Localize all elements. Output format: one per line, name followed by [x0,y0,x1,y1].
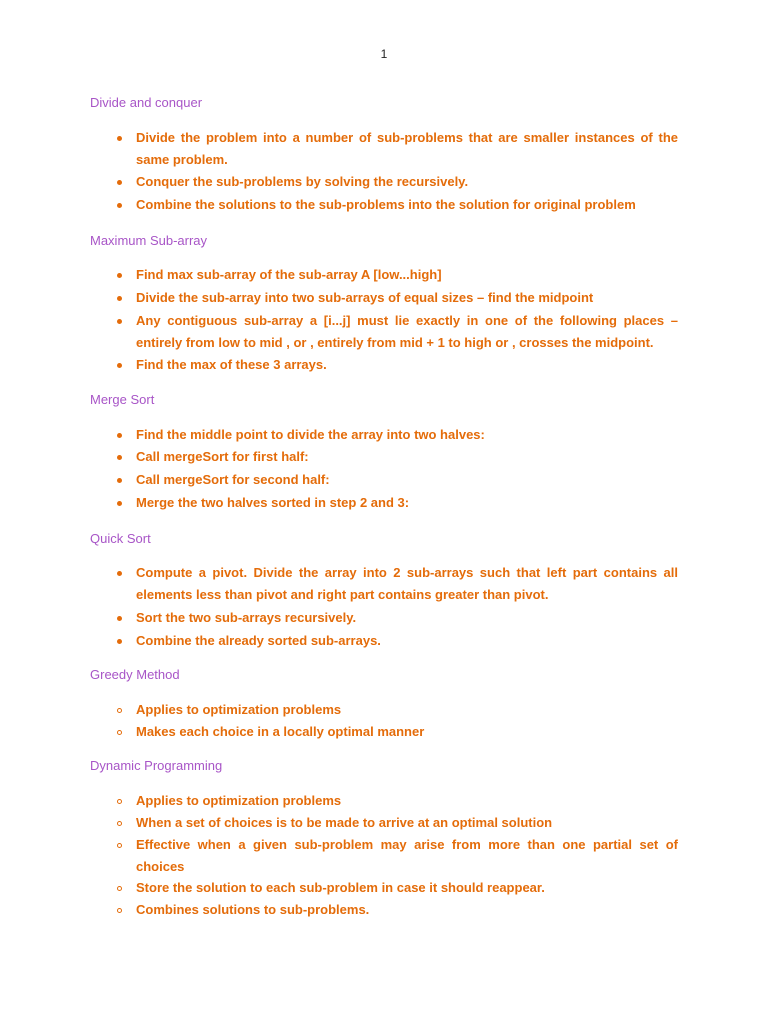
page-number: 1 [380,47,388,61]
bullet-icon [113,633,125,648]
bullet-icon [113,267,125,282]
list-item: Divide the sub-array into two sub-arrays of equal sizes – find the midpoint [136,290,594,305]
circle-bullet-icon [113,837,125,852]
list-item: Applies to optimization problems [136,702,342,717]
bullet-icon [113,290,125,305]
list-item: Compute a pivot. Divide the array into 2 sub-arrays such that left part contains all elements less than pivot and right part contains greater than pivot. [136,565,678,602]
bullet-icon [113,174,125,189]
bullet-icon [113,197,125,212]
circle-bullet-icon [113,724,125,739]
list-item: Call mergeSort for first half: [136,449,309,464]
bullet-icon [113,130,125,145]
bullet-icon [113,357,125,372]
list-item: Find max sub-array of the sub-array A [low...high] [136,267,442,282]
heading-greedy-method: Greedy Method [90,667,180,682]
list-item: Merge the two halves sorted in step 2 and 3: [136,495,410,510]
circle-bullet-icon [113,902,125,917]
heading-merge-sort: Merge Sort [90,392,155,407]
list-item: Effective when a given sub-problem may arise from more than one partial set of choices [136,837,678,874]
list-item: Any contiguous sub-array a [i...j] must lie exactly in one of the following places – entirely from low to mid , or , entirely from mid + 1 to high or , crosses the midpoint. [136,313,678,350]
list-item: When a set of choices is to be made to arrive at an optimal solution [136,815,553,830]
list-item: Makes each choice in a locally optimal manner [136,724,425,739]
bullet-icon [113,565,125,580]
bullet-icon [113,427,125,442]
bullet-icon [113,313,125,328]
circle-bullet-icon [113,702,125,717]
list-item: Divide the problem into a number of sub-problems that are smaller instances of the same problem. [136,130,678,167]
circle-bullet-icon [113,815,125,830]
list-item: Find the middle point to divide the array into two halves: [136,427,485,442]
bullet-icon [113,449,125,464]
list-item: Find the max of these 3 arrays. [136,357,327,372]
list-item: Call mergeSort for second half: [136,472,330,487]
list-item: Store the solution to each sub-problem in case it should reappear. [136,880,545,895]
bullet-icon [113,472,125,487]
list-item: Combine the already sorted sub-arrays. [136,633,381,648]
list-item: Combines solutions to sub-problems. [136,902,370,917]
circle-bullet-icon [113,880,125,895]
bullet-icon [113,610,125,625]
heading-dynamic-programming: Dynamic Programming [90,758,223,773]
list-item: Combine the solutions to the sub-problems into the solution for original problem [136,197,636,212]
bullet-icon [113,495,125,510]
heading-maximum-sub-array: Maximum Sub-array [90,233,208,248]
heading-quick-sort: Quick Sort [90,531,151,546]
list-item: Conquer the sub-problems by solving the recursively. [136,174,469,189]
list-item: Sort the two sub-arrays recursively. [136,610,357,625]
heading-divide-and-conquer: Divide and conquer [90,95,203,110]
list-item: Applies to optimization problems [136,793,342,808]
circle-bullet-icon [113,793,125,808]
